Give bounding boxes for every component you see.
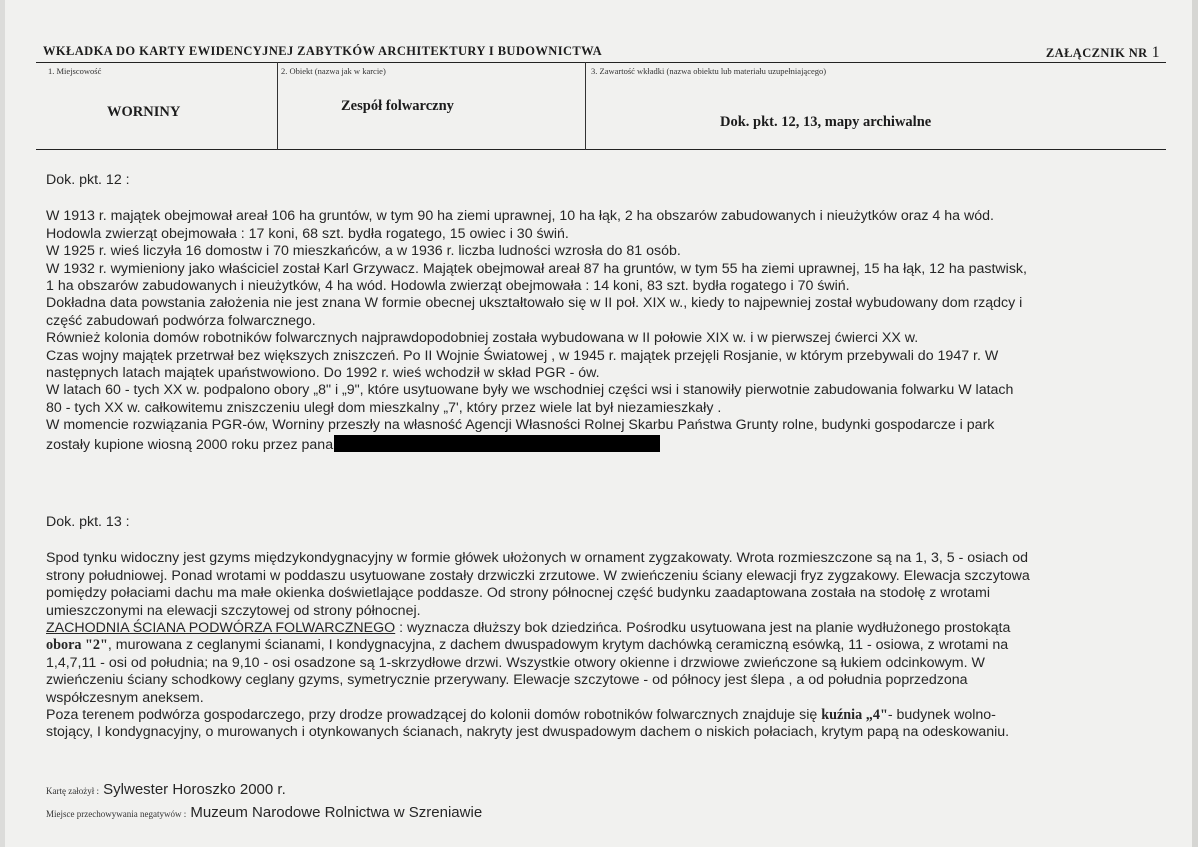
s13-line: pomiędzy połaciami dachu ma małe okienka doświetlające poddasze. Od strony północnej część budynku zaadaptowana została na stodołę z wrotami	[46, 585, 991, 602]
s12-line: W momencie rozwiązania PGR-ów, Worniny przeszły na własność Agencji Własności Rolnej Skarbu Państwa Grunty rolne, budynki gospodarcze i park	[46, 417, 995, 434]
s12-line: Czas wojny majątek przetrwał bez większych zniszczeń. Po II Wojnie Światowej , w 1945 r. majątek przejęli Rosjanie, w którym przebywali do 1947 r. W	[46, 347, 999, 364]
field-2-value: Zespół folwarczny	[341, 98, 454, 114]
author-line	[46, 781, 286, 798]
field-3-value: Dok. pkt. 12, 13, mapy archiwalne	[720, 114, 932, 130]
s12-line: W 1913 r. majątek obejmował areał 106 ha gruntów, w tym 90 ha ziemi uprawnej, 10 ha łąk, 2 ha obszarów zabudowanych i nieużytków oraz 4 ha wód.	[46, 208, 994, 225]
s13-line: umieszczonymi na elewacji szczytowej od strony północnej.	[46, 602, 421, 619]
redaction-bar	[334, 435, 660, 452]
smithy-line-1-start: Poza terenem podwórza gospodarczego, przy drodze prowadzącej do kolonii domów robotników folwarcznych znajduje się	[46, 707, 822, 724]
s12-line: W latach 60 - tych XX w. podpalono obory „8" i „9", które usytuowane były we wschodniej części wsi i stanowiły pierwotnie zabudowania folwarku W latach	[46, 382, 1014, 399]
west-line-1-rest: : wyznacza dłuższy bok dziedzińca. Pośrodku usytuowana jest na planie wydłużonego prostokąta	[395, 620, 1011, 637]
s13-smithy-line-2: stojący, I kondygnacyjny, o murowanych i otynkowanych ścianach, nakryty jest dwuspadowym dachem o niskich połaciach, krytym papą na odeskowaniu.	[46, 724, 1010, 741]
s12-last-line	[46, 435, 1156, 454]
smithy-line-1-end: - budynek wolno-	[887, 707, 996, 724]
s13-line: zwieńczeniu ściany schodkowy ceglany gzyms, symetrycznie przerywany. Elewacje szczytowe - od północy jest ślepa , a od południa poprzedzona	[46, 672, 968, 689]
west-line-2-rest: , murowana z ceglanymi ścianami, I kondygnacyjna, z dachem dwuspadowym krytym dachówką ceramiczną esówką, 11 - osiowa, z wrotami na	[107, 637, 1009, 654]
field-1-value: WORNINY	[107, 104, 181, 120]
storage-value: Muzeum Narodowe Rolnictwa w Szreniawie	[190, 804, 483, 821]
author-label: Kartę założył :	[46, 786, 99, 796]
field-3-label: 3. Zawartość wkładki (nazwa obiektu lub materiału uzupełniającego)	[591, 66, 827, 76]
s12-line: W 1932 r. wymieniony jako właściciel został Karl Grzywacz. Majątek obejmował areał 87 ha gruntów, w tym 55 ha ziemi uprawnej, 15 ha łąk, 12 ha pastwisk,	[46, 260, 1027, 277]
field-2-label: 2. Obiekt (nazwa jak w karcie)	[281, 66, 386, 76]
s13-line: strony południowej. Ponad wrotami w poddaszu usytuowane zostały drzwiczki zrzutowe. W zwieńczeniu ściany elewacji fryz zygzakowy. Elewacja szczytowa	[46, 567, 1030, 584]
storage-line	[46, 804, 482, 821]
s12-line: Również kolonia domów robotników folwarcznych najprawdopodobniej została wybudowana w II połowie XIX w. i w pierwszej ćwierci XX w.	[46, 330, 919, 347]
field-1-label: 1. Miejscowość	[48, 66, 102, 76]
obora-label: obora "2"	[46, 637, 108, 654]
s13-west-line-1	[46, 620, 1156, 637]
s12-line: W 1925 r. wieś liczyła 16 domostw i 70 mieszkańców, a w 1936 r. liczba ludności wzrosła do 81 osób.	[46, 243, 681, 260]
section-13	[46, 514, 1156, 742]
scan-edge-right	[1192, 0, 1198, 847]
s12-line: część zabudowań podwórza folwarcznego.	[46, 312, 316, 329]
s13-line: Spod tynku widoczny jest gzyms międzykondygnacyjny w formie główek ułożonych w ornament zygzakowaty. Wrota rozmieszczone są na 1, 3, 5 - osiach od	[46, 550, 1029, 567]
west-wall-heading: ZACHODNIA ŚCIANA PODWÓRZA FOLWARCZNEGO	[46, 620, 396, 637]
section-12	[46, 172, 1156, 454]
s12-line: 1 ha obszarów zabudowanych i nieużytków, 4 ha wód. Hodowla zwierząt obejmowała : 14 koni, 83 szt. bydła rogatego i 70 świń.	[46, 278, 850, 295]
annex-label	[1046, 44, 1160, 62]
annex-label-text: ZAŁĄCZNIK NR	[1045, 46, 1148, 60]
annex-number: 1	[1151, 44, 1160, 61]
form-divider-1	[277, 62, 278, 150]
s13-smithy-line-1	[46, 707, 1156, 724]
s13-west-line-2	[46, 637, 1156, 654]
s12-line: 80 - tych XX w. całkowitemu zniszczeniu uległ dom mieszkalny „7', który przez wiele lat był niezamieszkały .	[46, 399, 722, 416]
storage-label: Miejsce przechowywania negatywów :	[46, 809, 187, 819]
form-title: WKŁADKA DO KARTY EWIDENCYJNEJ ZABYTKÓW ARCHITEKTURY I BUDOWNICTWA	[43, 44, 603, 58]
author-value: Sylwester Horoszko 2000 r.	[103, 781, 286, 798]
s12-line: następnych latach majątek upaństwowiono. Do 1992 r. wieś wchodził w skład PGR - ów.	[46, 365, 600, 382]
s12-line: Hodowla zwierząt obejmowała : 17 koni, 68 szt. bydła rogatego, 15 owiec i 30 świń.	[46, 225, 569, 242]
s13-line: 1,4,7,11 - osi od południa; na 9,10 - osi osadzone są 1-skrzydłowe drzwi. Wszystkie otwory okienne i drzwiowe zwieńczone są łukiem odcinkowym. W	[46, 654, 985, 671]
s12-line: Dokładna data powstania założenia nie jest znana W formie obecnej ukształtowało się w II poł. XIX w., kiedy to najpewniej został wybudowany dom rządcy i	[46, 295, 1023, 312]
s13-line: współczesnym aneksem.	[46, 689, 204, 706]
scan-edge-left	[0, 0, 5, 847]
form-bottom-rule	[36, 149, 1166, 150]
s12-last-line-text: zostały kupione wiosną 2000 roku przez pana	[46, 436, 334, 453]
form-divider-2	[585, 62, 586, 150]
section-12-heading: Dok. pkt. 12 :	[46, 172, 130, 188]
smithy-label: kuźnia „4"	[821, 707, 888, 724]
header-rule	[36, 62, 1166, 63]
section-13-heading: Dok. pkt. 13 :	[46, 514, 130, 530]
